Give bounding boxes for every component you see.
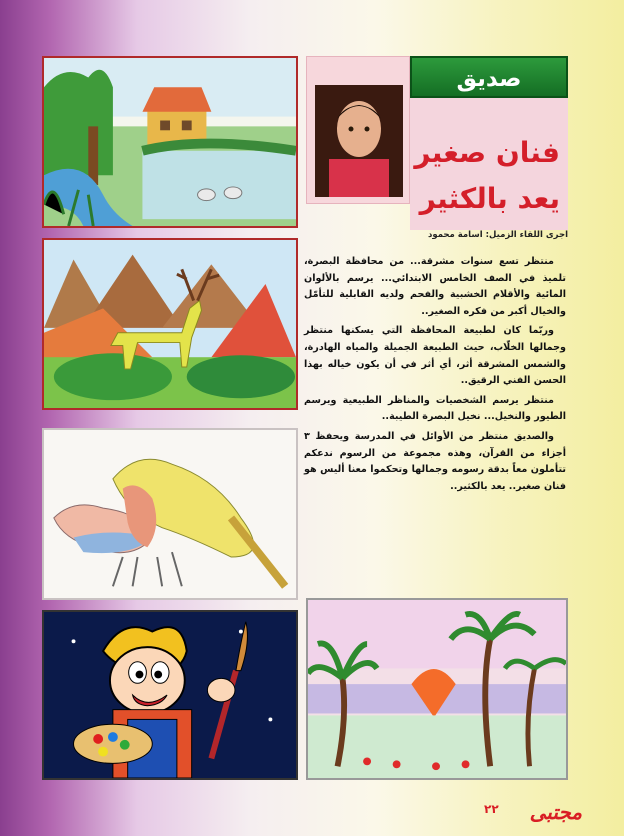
headline-box (410, 98, 568, 230)
drawing-house-landscape (42, 56, 298, 228)
drawing-birds (42, 428, 298, 600)
article-paragraph: والصديق منتظر من الأوائل في المدرسة ويحفظ ٣ أجزاء من القرآن، وهذه مجموعة من الرسوم ندعكم تتأملون معاً بدقة رسومه وجمالها وتحكموا معنا أليس هو فنان صغير.. يعد بالكثير.. (304, 430, 566, 492)
portrait-photo-frame (306, 56, 410, 204)
drawing-palm-trees-sunset (306, 598, 568, 780)
page-number: ٢٢ (484, 802, 499, 816)
section-banner: صديق (410, 56, 568, 98)
article-paragraph: منتظر تسع سنوات مشرقة... من محافظة البصرة، تلميذ في الصف الخامس الابتدائي... يرسم بالألوان المائية والأقلام الخشبية والفحم ولديه القابلية للتأمّل والخيال أكبر من فكره الصغير.. (304, 256, 566, 317)
headline-line-2: يعد بالكثير (419, 182, 560, 215)
headline-line-1: فنان صغير (414, 136, 560, 169)
article-body (304, 254, 566, 498)
portrait-photo (315, 85, 403, 197)
byline: اجرى اللقاء الزميل: اسامة محمود (428, 230, 568, 240)
article-paragraph: منتظر يرسم الشخصيات والمناظر الطبيعية ويرسم الطيور والنخيل... نخيل البصرة الطيبة.. (304, 394, 566, 423)
cartoon-boy-painter (42, 610, 298, 780)
drawing-deer-mountains (42, 238, 298, 410)
magazine-logo: مجتبى (529, 800, 582, 824)
article-paragraph: وربّما كان لطبيعة المحافظة التي يسكنها منتظر وجمالها الخلّاب، حيث الطبيعة الجميلة والمياه الهادرة، والشمس المشرقة أثر، أي أثر في أن يكون خياله بهذا الحسن الفني الرقيق.. (304, 325, 566, 387)
